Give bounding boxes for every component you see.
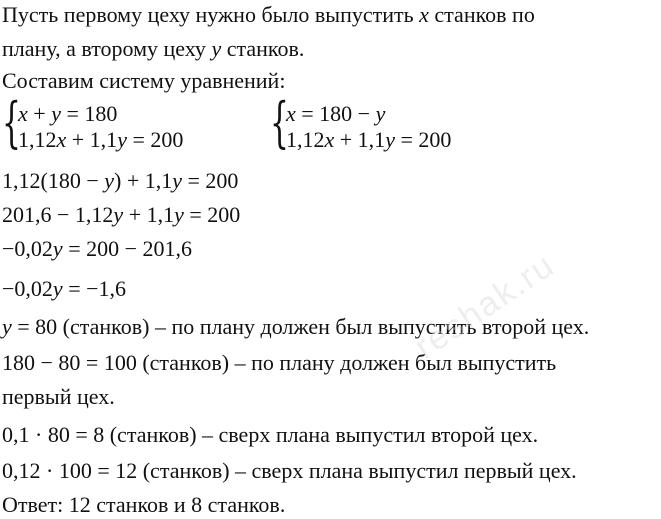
text-line-10: первый цех.: [2, 384, 115, 409]
text-line-9: 180 − 80 = 100 (станков) – по плану должен был выпустить: [2, 350, 557, 375]
text-line-8: y = 80 (станков) – по плану должен был выпустить второй цех.: [2, 314, 590, 339]
text-line-3: Составим систему уравнений:: [2, 68, 286, 93]
text-line-4: 1,12(180 − y) + 1,1y = 200: [2, 168, 239, 193]
text-line-5: 201,6 − 1,12y + 1,1y = 200: [2, 202, 241, 227]
equation-system-2: [270, 91, 510, 154]
text-line-2: плану, а второму цеху y станков.: [2, 36, 305, 61]
text-line-6: −0,02y = 200 − 201,6: [2, 236, 193, 261]
equation-system-1: [2, 91, 242, 154]
text-line-11: 0,1 · 80 = 8 (станков) – сверх плана выпустил второй цех.: [2, 422, 539, 447]
system-2-row-1: x = 180 − y: [286, 101, 386, 126]
text-line-12: 0,12 · 100 = 12 (станков) – сверх плана выпустил первый цех.: [2, 458, 577, 483]
brace-icon: {: [270, 91, 289, 154]
watermark: reshak.ru: [408, 245, 562, 367]
brace-icon: {: [2, 91, 21, 154]
text-line-7: −0,02y = −1,6: [2, 276, 127, 301]
system-1-row-2: 1,12x + 1,1y = 200: [18, 127, 184, 152]
system-1-row-1: x + y = 180: [18, 101, 118, 126]
answer-line: Ответ: 12 станков и 8 станков.: [2, 492, 286, 517]
system-2-row-2: 1,12x + 1,1y = 200: [286, 127, 452, 152]
text-line-1: Пусть первому цеху нужно было выпустить x станков по: [2, 2, 535, 27]
